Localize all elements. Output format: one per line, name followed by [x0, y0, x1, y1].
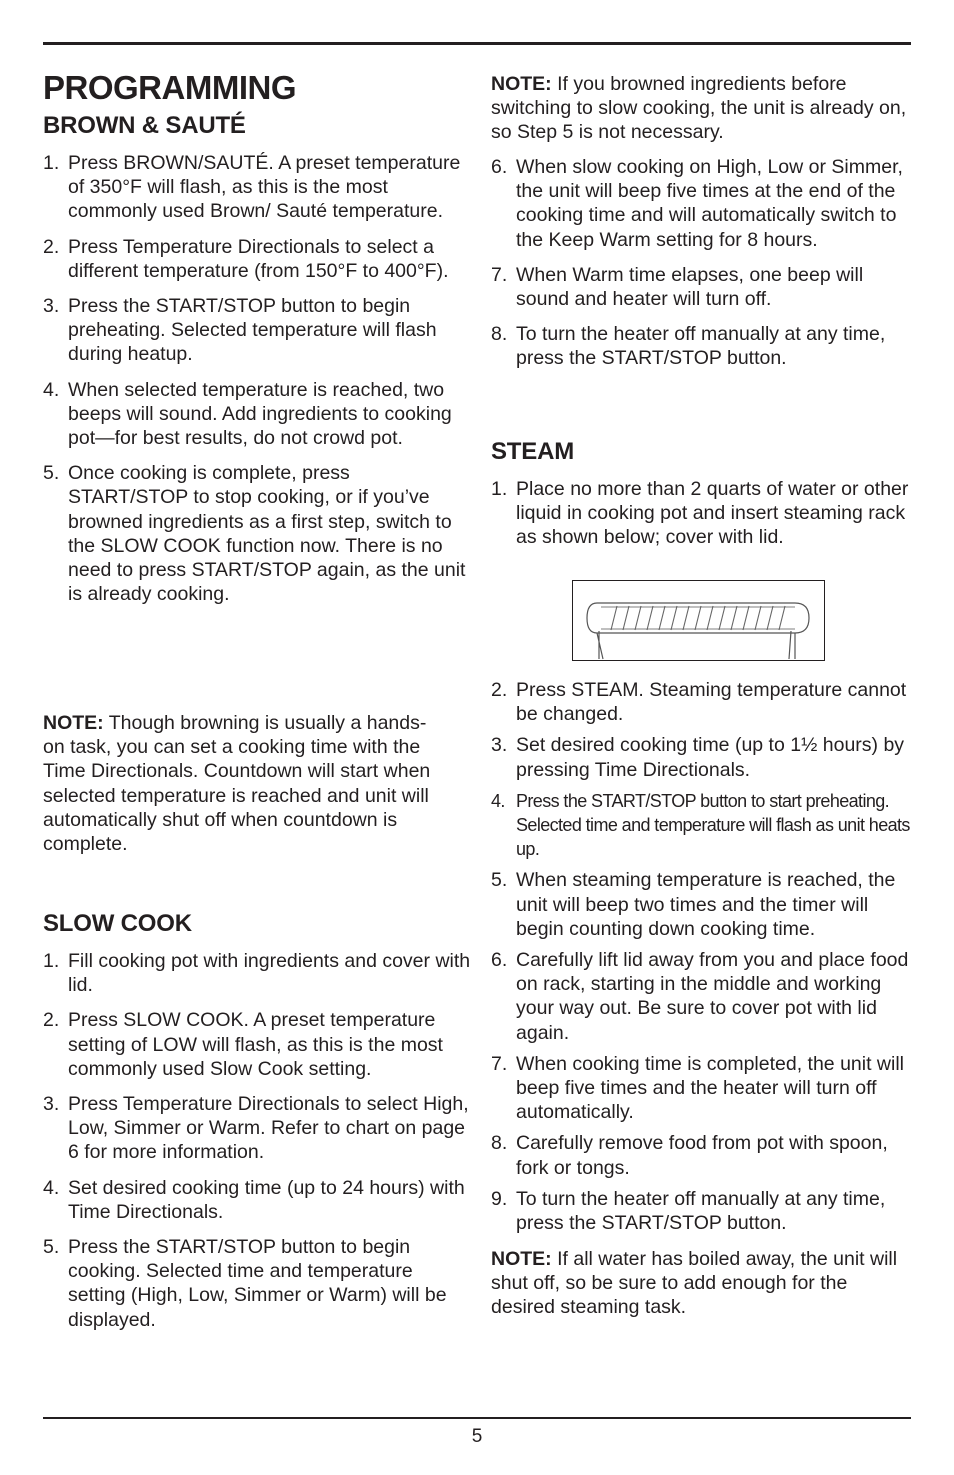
list-item: 1. Press BROWN/SAUTÉ. A preset temperature of 350°F will flash, as this is the most commonly used Brown/ Sauté temperature. [43, 152, 461, 223]
slow-cook-heading: SLOW COOK [43, 910, 192, 937]
list-item: 4. Set desired cooking time (up to 24 hours) with Time Directionals. [43, 1176, 465, 1223]
list-item: 4. When selected temperature is reached, two beeps will sound. Add ingredients to cooking pot—for best results, do not crowd pot. [43, 378, 452, 450]
list-item: 8. To turn the heater off manually at any time, press the START/STOP button. [491, 323, 886, 370]
steam-step-1 [491, 477, 911, 550]
slow-cook-note: NOTE: If you browned ingredients before switching to slow cooking, the unit is already on, so Step 5 is not necessary. [491, 73, 907, 144]
list-item: 2. Press Temperature Directionals to select a different temperature (from 150°F to 400°F). [43, 235, 449, 282]
brown-saute-note: NOTE: Though browning is usually a hands-on task, you can set a cooking time with the Time Directionals. Countdown will start when selected temperature is reached and unit will automatically shut off when countdown is complete. [43, 712, 431, 856]
slow-cook-steps [43, 949, 471, 1332]
list-item: 7. When Warm time elapses, one beep will sound and heater will turn off. [491, 263, 864, 311]
slow-cook-steps-continued [491, 155, 911, 371]
list-item: 3. Set desired cooking time (up to 1½ hours) by pressing Time Directionals. [491, 734, 905, 781]
list-item: 5. Press the START/STOP button to begin cooking. Selected time and temperature setting (High, Low, Simmer or Warm) will be displayed. [43, 1236, 447, 1331]
top-rule [43, 42, 911, 45]
list-item: 6. When slow cooking on High, Low or Simmer, the unit will beep five times at the end of the cooking time and will automatically switch to the Keep Warm setting for 8 hours. [491, 156, 903, 251]
list-item: 2. Press SLOW COOK. A preset temperature setting of LOW will flash, as this is the most commonly used Slow Cook setting. [43, 1009, 443, 1080]
list-item: 5. When steaming temperature is reached, the unit will beep two times and the timer will begin counting down cooking time. [491, 869, 896, 940]
page-number: 5 [471, 1426, 483, 1447]
steaming-rack-illustration [572, 580, 825, 661]
list-item: 8. Carefully remove food from pot with spoon, fork or tongs. [491, 1132, 888, 1179]
brown-saute-steps [43, 151, 471, 606]
list-item: 1. Place no more than 2 quarts of water or other liquid in cooking pot and insert steaming rack as shown below; cover with lid. [491, 478, 909, 549]
list-item: 4. Press the START/STOP button to start preheating. Selected time and temperature will flash as unit heats up. [491, 790, 910, 860]
list-item: 6. Carefully lift lid away from you and place food on rack, starting in the middle and working your way out. Be sure to cover pot with lid again. [491, 949, 909, 1044]
steam-steps [491, 678, 911, 1235]
list-item: 3. Press the START/STOP button to begin preheating. Selected temperature will flash during heatup. [43, 295, 437, 366]
brown-saute-heading: BROWN & SAUTÉ [43, 112, 246, 139]
steam-note: NOTE: If all water has boiled away, the unit will shut off, so be sure to add enough for the desired steaming task. [491, 1248, 898, 1319]
list-item: 2. Press STEAM. Steaming temperature cannot be changed. [491, 679, 907, 726]
list-item: 9. To turn the heater off manually at any time, press the START/STOP button. [491, 1187, 886, 1235]
bottom-rule [43, 1417, 911, 1419]
list-item: 7. When cooking time is completed, the unit will beep five times and the heater will turn off automatically. [491, 1052, 905, 1124]
steam-heading: STEAM [491, 438, 575, 465]
page-title: PROGRAMMING [43, 69, 296, 106]
list-item: 3. Press Temperature Directionals to select High, Low, Simmer or Warm. Refer to chart on page 6 for more information. [43, 1093, 469, 1164]
list-item: 5. Once cooking is complete, press START/STOP to stop cooking, or if you’ve browned ingredients as a first step, switch to the SLOW COOK function now. There is no need to press START/STOP again, as the unit is already cooking. [43, 462, 466, 606]
steaming-rack-icon [573, 581, 824, 660]
list-item: 1. Fill cooking pot with ingredients and cover with lid. [43, 950, 471, 997]
